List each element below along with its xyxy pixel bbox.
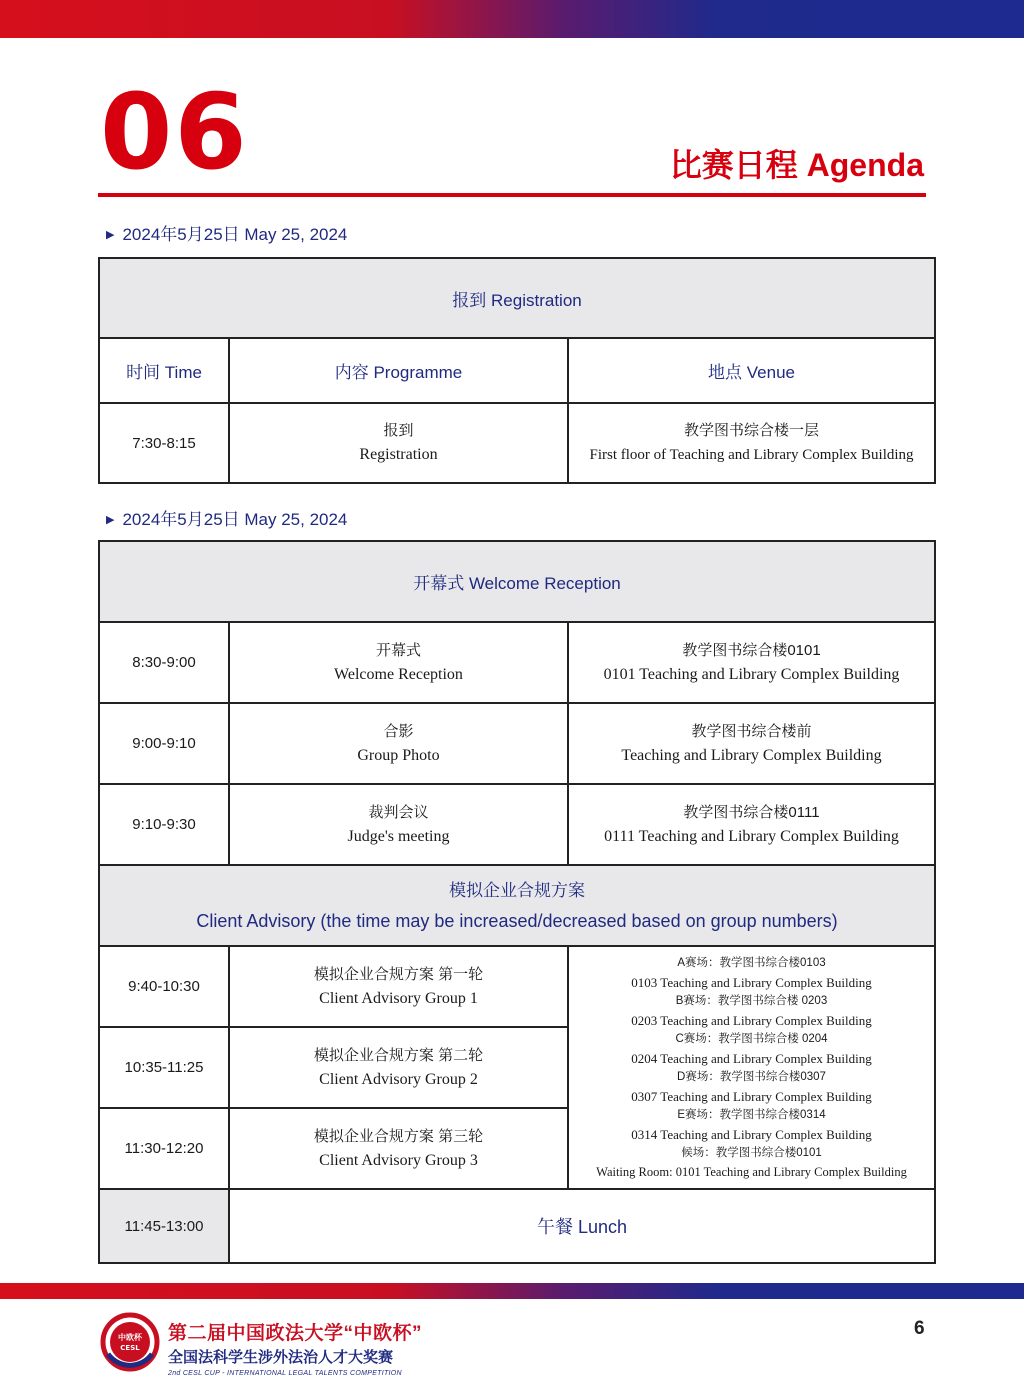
row-time: 9:40-10:30 (99, 946, 229, 1027)
competition-subtitle-en: 2nd CESL CUP - INTERNATIONAL LEGAL TALENTS COMPETITION (168, 1370, 402, 1377)
programme-cn: 裁判会议 (368, 803, 429, 821)
title-rule (98, 193, 926, 197)
venue-en: 0204 Teaching and Library Complex Building (631, 1050, 872, 1066)
advisory-header-en: Client Advisory (the time may be increased/decreased based on group numbers) (196, 910, 838, 931)
row-time: 9:00-9:10 (99, 703, 229, 784)
row-time: 7:30-8:15 (99, 403, 229, 483)
venue-en: 0314 Teaching and Library Complex Building (631, 1126, 872, 1142)
opening-table (98, 540, 936, 1264)
row-venue (568, 403, 935, 483)
programme-cn: 开幕式 (375, 641, 421, 659)
venue-cn: A赛场：教学图书综合楼0103 (677, 956, 826, 969)
opening-header: 开幕式 Welcome Reception (99, 541, 935, 622)
row-programme (229, 403, 568, 483)
venue-cn: B赛场：教学图书综合楼 0203 (675, 994, 828, 1007)
row-programme (229, 1108, 568, 1189)
date-label-opening (106, 505, 347, 530)
column-header-programme: 内容 Programme (229, 338, 568, 403)
venue-cn: 教学图书综合楼0111 (683, 803, 820, 821)
programme-cn: 模拟企业合规方案 第三轮 (313, 1127, 484, 1145)
table-row (99, 403, 935, 483)
venue-en: Waiting Room: 0101 Teaching and Library Complex Building (596, 1164, 907, 1179)
table-row (99, 784, 935, 865)
venue-cn: 候场：教学图书综合楼0101 (681, 1146, 822, 1159)
programme-en: Registration (359, 446, 438, 463)
row-time: 8:30-9:00 (99, 622, 229, 703)
lunch-time: 11:45-13:00 (99, 1189, 229, 1263)
venue-cn: D赛场：教学图书综合楼0307 (677, 1070, 826, 1083)
row-time: 11:30-12:20 (99, 1108, 229, 1189)
bottom-color-bar (0, 1283, 1024, 1299)
venue-en: 0307 Teaching and Library Complex Building (631, 1088, 872, 1104)
row-venue (568, 784, 935, 865)
competition-title-cn: 第二届中国政法大学“中欧杯” (168, 1323, 423, 1344)
cesl-logo-icon (100, 1312, 160, 1372)
registration-header: 报到 Registration (99, 258, 935, 338)
svg-text:CESL: CESL (120, 1344, 140, 1352)
table-row (99, 1189, 935, 1263)
programme-en: Client Advisory Group 3 (319, 1151, 478, 1169)
row-programme (229, 784, 568, 865)
venue-en: 0111 Teaching and Library Complex Building (604, 827, 899, 845)
date-label-registration (106, 220, 347, 245)
section-title: 比赛日程 Agenda (669, 147, 924, 183)
row-venue (568, 703, 935, 784)
registration-table (98, 257, 936, 484)
venue-en: First floor of Teaching and Library Complex Building (589, 447, 914, 463)
cesl-logo (100, 1312, 160, 1372)
advisory-venues (568, 946, 935, 1189)
svg-text:中欧杯: 中欧杯 (118, 1333, 142, 1342)
table-row (99, 622, 935, 703)
venue-cn: 教学图书综合楼0101 (682, 641, 821, 659)
programme-cn: 合影 (383, 722, 414, 740)
table-row (99, 946, 935, 1027)
row-programme (229, 703, 568, 784)
programme-en: Group Photo (357, 746, 440, 764)
section-number: 06 (100, 71, 249, 193)
top-color-bar (0, 0, 1024, 38)
venue-en: 0203 Teaching and Library Complex Building (631, 1012, 872, 1028)
competition-title (168, 1318, 422, 1377)
row-time: 10:35-11:25 (99, 1027, 229, 1108)
column-header-venue: 地点 Venue (568, 338, 935, 403)
advisory-header-cn: 模拟企业合规方案 (449, 880, 585, 900)
programme-en: Client Advisory Group 1 (319, 989, 478, 1007)
venue-en: Teaching and Library Complex Building (621, 746, 882, 764)
row-programme (229, 946, 568, 1027)
programme-cn: 模拟企业合规方案 第一轮 (313, 965, 484, 983)
date-text: 2024年5月25日 May 25, 2024 (122, 225, 348, 244)
venue-cn: 教学图书综合楼前 (691, 722, 812, 740)
page-number: 6 (914, 1318, 925, 1339)
triangle-bullet-icon: ▶ (106, 229, 115, 241)
row-time: 9:10-9:30 (99, 784, 229, 865)
column-header-time: 时间 Time (99, 338, 229, 403)
triangle-bullet-icon: ▶ (106, 514, 115, 526)
row-programme (229, 622, 568, 703)
competition-subtitle-cn: 全国法科学生涉外法治人才大奖赛 (168, 1349, 394, 1366)
row-venue (568, 622, 935, 703)
programme-en: Welcome Reception (334, 665, 463, 683)
row-programme (229, 1027, 568, 1108)
programme-en: Client Advisory Group 2 (319, 1070, 478, 1088)
venue-en: 0101 Teaching and Library Complex Building (603, 665, 900, 683)
venue-cn: C赛场：教学图书综合楼 0204 (675, 1032, 828, 1045)
advisory-header (99, 865, 935, 946)
table-row (99, 703, 935, 784)
venue-cn: E赛场：教学图书综合楼0314 (677, 1108, 826, 1121)
date-text: 2024年5月25日 May 25, 2024 (122, 510, 348, 529)
programme-en: Judge's meeting (347, 827, 450, 845)
programme-cn: 报到 (383, 422, 414, 439)
lunch-label: 午餐 Lunch (229, 1189, 935, 1263)
programme-cn: 模拟企业合规方案 第二轮 (313, 1046, 484, 1064)
venue-cn: 教学图书综合楼一层 (684, 422, 820, 439)
venue-en: 0103 Teaching and Library Complex Building (631, 974, 872, 990)
